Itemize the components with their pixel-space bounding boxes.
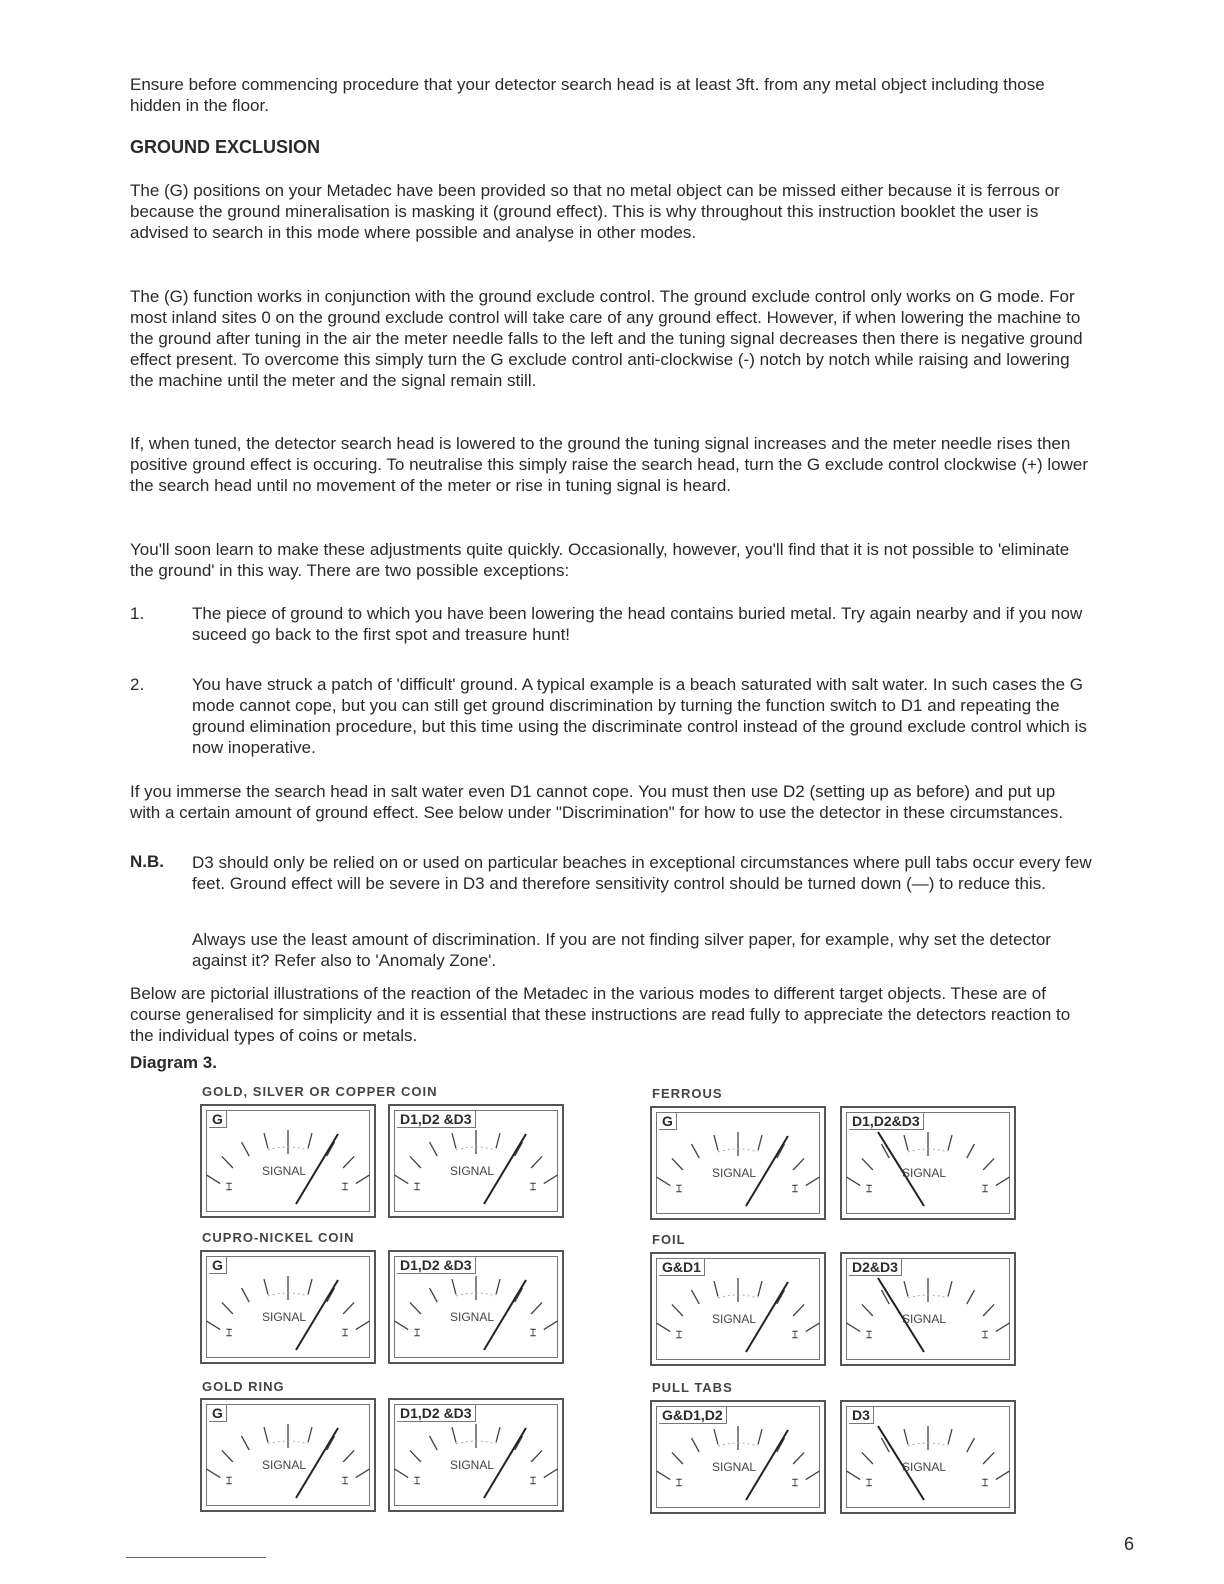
nb-label: N.B. (130, 852, 164, 871)
meter-mode-label: D1,D2 &D3 (397, 1111, 476, 1128)
scale-tick (904, 1281, 908, 1296)
scale-tick (692, 1438, 700, 1452)
scale-tick (862, 1304, 873, 1316)
scale-tick (806, 1177, 820, 1186)
scale-tick (967, 1438, 975, 1452)
scale-tick (207, 1321, 221, 1330)
signal-meter (840, 1106, 1016, 1220)
terminal-mark: ⌶ (866, 1330, 872, 1341)
scale-tick (948, 1135, 952, 1150)
terminal-mark: ⌶ (342, 1182, 348, 1193)
signal-meter (650, 1106, 826, 1220)
meter-mode-label: G (209, 1257, 227, 1274)
scale-tick (308, 1133, 312, 1148)
scale-tick (758, 1135, 762, 1150)
signal-meter (200, 1398, 376, 1512)
terminal-mark: ⌶ (414, 1476, 420, 1487)
scale-tick (714, 1135, 718, 1150)
scale-tick (544, 1175, 558, 1184)
scale-tick (343, 1450, 354, 1462)
scale-tick (672, 1452, 683, 1464)
scale-tick (531, 1156, 542, 1168)
terminal-mark: ⌶ (866, 1184, 872, 1195)
scale-tick (207, 1469, 221, 1478)
scale-tick (356, 1321, 370, 1330)
meter-scale (842, 1108, 1014, 1218)
meter-scale (202, 1400, 374, 1510)
terminal-mark: ⌶ (530, 1182, 536, 1193)
nb-text-discrimination: Always use the least amount of discrimination. If you are not finding silver paper, for example, why set the detector against it? Refer also to 'Anomaly Zone'. (192, 930, 1051, 970)
page-number: 6 (1124, 1534, 1135, 1554)
signal-label: SIGNAL (902, 1460, 947, 1474)
section-heading: GROUND EXCLUSION (130, 137, 321, 157)
scale-tick (242, 1436, 250, 1450)
scale-tick (264, 1427, 268, 1442)
signal-meter (840, 1252, 1016, 1366)
terminal-mark: ⌶ (792, 1478, 798, 1489)
scale-tick (222, 1450, 233, 1462)
scale-tick (996, 1177, 1010, 1186)
signal-label: SIGNAL (450, 1310, 495, 1324)
paragraph-positive-effect: If, when tuned, the detector search head is lowered to the ground the tuning signal increases and the meter needle rises then positive ground effect is occuring. To neutralise this simply raise the search head, turn the G exclude control clockwise (+) lower the search head until no movement of the meter or rise in tuning signal is heard. (130, 434, 1088, 495)
intro-paragraph: Ensure before commencing procedure that your detector search head is at least 3ft. from any metal object including those hidden in the floor. (130, 75, 1045, 115)
scale-tick (996, 1471, 1010, 1480)
scale-tick (207, 1175, 221, 1184)
scale-tick (948, 1429, 952, 1444)
terminal-mark: ⌶ (676, 1330, 682, 1341)
meter-mode-label: G&D1 (659, 1259, 705, 1276)
scale-tick (222, 1302, 233, 1314)
scale-tick (430, 1142, 438, 1156)
footer-rule (126, 1557, 266, 1558)
scale-tick (496, 1427, 500, 1442)
meter-scale (202, 1106, 374, 1216)
signal-label: SIGNAL (262, 1164, 307, 1178)
meter-scale (202, 1252, 374, 1362)
scale-tick (222, 1156, 233, 1168)
meter-scale (842, 1402, 1014, 1512)
scale-tick (967, 1144, 975, 1158)
scale-tick (862, 1452, 873, 1464)
scale-tick (806, 1471, 820, 1480)
signal-label: SIGNAL (902, 1312, 947, 1326)
scale-tick (692, 1144, 700, 1158)
meter-mode-label: D1,D2 &D3 (397, 1405, 476, 1422)
scale-tick (395, 1321, 409, 1330)
list-number-2: 2. (130, 675, 145, 694)
meter-scale (652, 1108, 824, 1218)
scale-tick (758, 1281, 762, 1296)
scale-tick (672, 1158, 683, 1170)
meter-scale (390, 1106, 562, 1216)
terminal-mark: ⌶ (226, 1328, 232, 1339)
scale-tick (430, 1288, 438, 1302)
scale-tick (410, 1302, 421, 1314)
scale-tick (308, 1279, 312, 1294)
scale-tick (395, 1175, 409, 1184)
scale-tick (904, 1429, 908, 1444)
nb-text: D3 should only be relied on or used on particular beaches in exceptional circumstances where pull tabs occur every few feet. Ground effect will be severe in D3 and therefore sensitivity control should be turned down (—) to reduce this. (192, 853, 1092, 893)
signal-label: SIGNAL (712, 1166, 757, 1180)
scale-tick (996, 1323, 1010, 1332)
scale-tick (531, 1450, 542, 1462)
paragraph-illustrations: Below are pictorial illustrations of the reaction of the Metadec in the various modes to different target objects. These are of course generalised for simplicity and it is essential that these instructions are read fully to appreciate the detectors reaction to the individual types of coins or metals. (130, 984, 1071, 1045)
meter-group-label: GOLD RING (202, 1379, 285, 1394)
scale-tick (395, 1469, 409, 1478)
meter-mode-label: D1,D2&D3 (849, 1113, 924, 1130)
signal-meter (650, 1252, 826, 1366)
terminal-mark: ⌶ (342, 1476, 348, 1487)
meter-mode-label: G&D1,D2 (659, 1407, 727, 1424)
signal-meter (650, 1400, 826, 1514)
scale-tick (452, 1133, 456, 1148)
signal-meter (388, 1398, 564, 1512)
meter-group-label: FERROUS (652, 1086, 723, 1101)
scale-tick (847, 1323, 861, 1332)
meter-scale (652, 1254, 824, 1364)
scale-tick (967, 1290, 975, 1304)
scale-tick (452, 1279, 456, 1294)
terminal-mark: ⌶ (342, 1328, 348, 1339)
paragraph-salt-water: If you immerse the search head in salt water even D1 cannot cope. You must then use D2 (setting up as before) and put up with a certain amount of ground effect. See below under "Discrimination" for how to use the detector in these circumstances. (130, 782, 1064, 822)
list-item-1: The piece of ground to which you have been lowering the head contains buried metal. Try again nearby and if you now suceed go back to the first spot and treasure hunt! (192, 604, 1083, 644)
meter-group-label: GOLD, SILVER OR COPPER COIN (202, 1084, 438, 1099)
scale-tick (882, 1290, 890, 1304)
scale-tick (847, 1177, 861, 1186)
meter-scale (390, 1252, 562, 1362)
terminal-mark: ⌶ (676, 1478, 682, 1489)
scale-tick (847, 1471, 861, 1480)
meter-mode-label: G (209, 1405, 227, 1422)
meter-mode-label: D2&D3 (849, 1259, 902, 1276)
scale-tick (242, 1142, 250, 1156)
scale-tick (882, 1144, 890, 1158)
scale-tick (264, 1133, 268, 1148)
paragraph-g-function: The (G) function works in conjunction with the ground exclude control. The ground exclude control only works on G mode. For most inland sites 0 on the ground exclude control will take care of any ground effect. However, if when lowering the machine to the ground after tuning in the air the meter needle falls to the left and the tuning signal decreases then there is negative ground effect present. To overcome this simply turn the G exclude control anti-clockwise (-) notch by notch while raising and lowering the machine until the meter and the signal remain still. (130, 287, 1083, 390)
meter-mode-label: D1,D2 &D3 (397, 1257, 476, 1274)
scale-tick (264, 1279, 268, 1294)
paragraph-g-positions: The (G) positions on your Metadec have been provided so that no metal object can be missed either because it is ferrous or because the ground mineralisation is masking it (ground effect). This is why throughout this instruction booklet the user is advised to search in this mode where possible and analyse in other modes. (130, 181, 1060, 242)
scale-tick (544, 1469, 558, 1478)
scale-tick (806, 1323, 820, 1332)
scale-tick (343, 1302, 354, 1314)
scale-tick (758, 1429, 762, 1444)
diagram-title: Diagram 3. (130, 1053, 217, 1072)
scale-tick (410, 1156, 421, 1168)
scale-tick (948, 1281, 952, 1296)
scale-tick (496, 1279, 500, 1294)
list-item-2: You have struck a patch of 'difficult' ground. A typical example is a beach saturated with salt water. In such cases the G mode cannot cope, but you can still get ground discrimination by turning the function switch to D1 and repeating the ground elimination procedure, but this time using the discriminate control instead of the ground exclude control which is now inoperative. (192, 675, 1087, 757)
scale-tick (983, 1304, 994, 1316)
terminal-mark: ⌶ (226, 1476, 232, 1487)
meter-group-label: FOIL (652, 1232, 686, 1247)
scale-tick (531, 1302, 542, 1314)
scale-tick (714, 1429, 718, 1444)
meter-group-label: CUPRO-NICKEL COIN (202, 1230, 355, 1245)
meter-mode-label: G (209, 1111, 227, 1128)
scale-tick (714, 1281, 718, 1296)
terminal-mark: ⌶ (226, 1182, 232, 1193)
scale-tick (657, 1471, 671, 1480)
scale-tick (343, 1156, 354, 1168)
signal-meter (388, 1104, 564, 1218)
terminal-mark: ⌶ (982, 1184, 988, 1195)
terminal-mark: ⌶ (530, 1476, 536, 1487)
terminal-mark: ⌶ (792, 1184, 798, 1195)
signal-label: SIGNAL (450, 1164, 495, 1178)
scale-tick (452, 1427, 456, 1442)
meter-scale (390, 1400, 562, 1510)
terminal-mark: ⌶ (866, 1478, 872, 1489)
signal-label: SIGNAL (262, 1458, 307, 1472)
terminal-mark: ⌶ (792, 1330, 798, 1341)
signal-label: SIGNAL (262, 1310, 307, 1324)
signal-label: SIGNAL (712, 1312, 757, 1326)
scale-tick (242, 1288, 250, 1302)
terminal-mark: ⌶ (982, 1330, 988, 1341)
scale-tick (793, 1304, 804, 1316)
signal-label: SIGNAL (712, 1460, 757, 1474)
scale-tick (430, 1436, 438, 1450)
meter-scale (842, 1254, 1014, 1364)
scale-tick (692, 1290, 700, 1304)
scale-tick (983, 1158, 994, 1170)
scale-tick (308, 1427, 312, 1442)
scale-tick (862, 1158, 873, 1170)
scale-tick (882, 1438, 890, 1452)
signal-meter (200, 1104, 376, 1218)
signal-label: SIGNAL (450, 1458, 495, 1472)
scale-tick (544, 1321, 558, 1330)
paragraph-adjustments: You'll soon learn to make these adjustments quite quickly. Occasionally, however, you'll find that it is not possible to 'eliminate the ground' in this way. There are two possible exceptions: (130, 540, 1070, 580)
meter-scale (652, 1402, 824, 1512)
terminal-mark: ⌶ (530, 1328, 536, 1339)
terminal-mark: ⌶ (676, 1184, 682, 1195)
meter-mode-label: G (659, 1113, 677, 1130)
scale-tick (793, 1158, 804, 1170)
scale-tick (672, 1304, 683, 1316)
scale-tick (657, 1177, 671, 1186)
terminal-mark: ⌶ (982, 1478, 988, 1489)
scale-tick (793, 1452, 804, 1464)
terminal-mark: ⌶ (414, 1182, 420, 1193)
signal-label: SIGNAL (902, 1166, 947, 1180)
scale-tick (496, 1133, 500, 1148)
scale-tick (356, 1469, 370, 1478)
terminal-mark: ⌶ (414, 1328, 420, 1339)
scale-tick (356, 1175, 370, 1184)
scale-tick (410, 1450, 421, 1462)
signal-meter (840, 1400, 1016, 1514)
scale-tick (657, 1323, 671, 1332)
scale-tick (983, 1452, 994, 1464)
meter-mode-label: D3 (849, 1407, 874, 1424)
signal-meter (200, 1250, 376, 1364)
signal-meter (388, 1250, 564, 1364)
meter-group-label: PULL TABS (652, 1380, 733, 1395)
list-number-1: 1. (130, 604, 145, 623)
scale-tick (904, 1135, 908, 1150)
